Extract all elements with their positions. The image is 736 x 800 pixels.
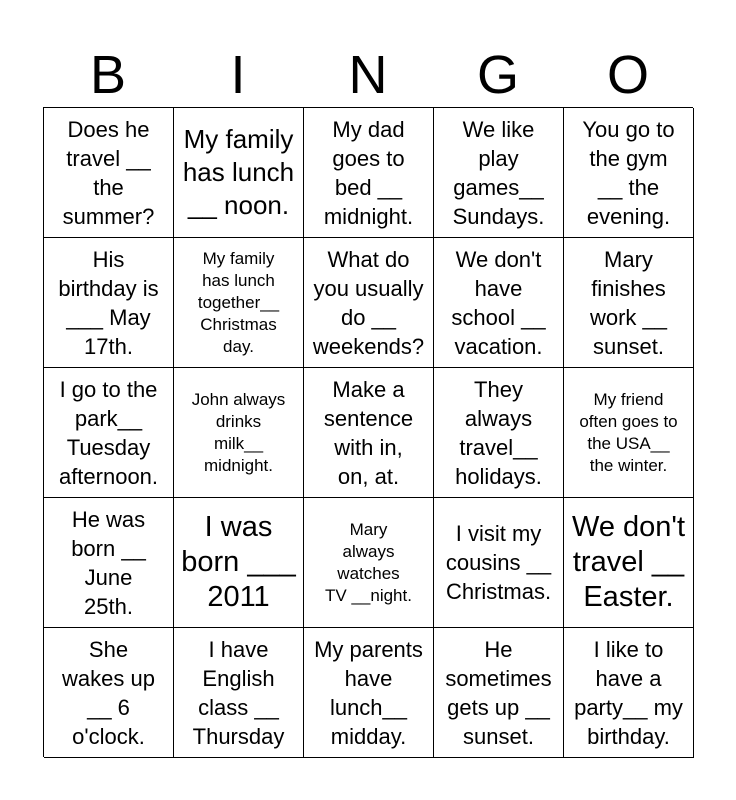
header-letter-n: N bbox=[348, 45, 388, 105]
bingo-cell: Make a sentence with in, on, at. bbox=[304, 368, 434, 498]
bingo-cell: I was born ___ 2011 bbox=[174, 498, 304, 628]
bingo-cell: I have English class __ Thursday bbox=[174, 628, 304, 758]
header-letter-i: I bbox=[230, 45, 246, 105]
bingo-cell: My dad goes to bed __ midnight. bbox=[304, 108, 434, 238]
bingo-grid bbox=[43, 107, 693, 757]
bingo-cell: I visit my cousins __ Christmas. bbox=[434, 498, 564, 628]
bingo-cell: I like to have a party__ my birthday. bbox=[564, 628, 694, 758]
bingo-cell: I go to the park__ Tuesday afternoon. bbox=[44, 368, 174, 498]
bingo-cell: We don't have school __ vacation. bbox=[434, 238, 564, 368]
bingo-cell: What do you usually do __ weekends? bbox=[304, 238, 434, 368]
bingo-cell: My family has lunch __ noon. bbox=[174, 108, 304, 238]
bingo-cell: His birthday is ___ May 17th. bbox=[44, 238, 174, 368]
bingo-cell: She wakes up __ 6 o'clock. bbox=[44, 628, 174, 758]
bingo-header bbox=[43, 44, 693, 106]
bingo-cell: You go to the gym __ the evening. bbox=[564, 108, 694, 238]
bingo-cell: He was born __ June 25th. bbox=[44, 498, 174, 628]
bingo-cell: My family has lunch together__ Christmas day. bbox=[174, 238, 304, 368]
header-letter-g: G bbox=[476, 45, 519, 105]
bingo-cell: They always travel__ holidays. bbox=[434, 368, 564, 498]
header-letter-b: B bbox=[89, 45, 127, 105]
bingo-cell: My parents have lunch__ midday. bbox=[304, 628, 434, 758]
bingo-cell: John always drinks milk__ midnight. bbox=[174, 368, 304, 498]
bingo-cell: Does he travel __ the summer? bbox=[44, 108, 174, 238]
bingo-cell: We don't travel __ Easter. bbox=[564, 498, 694, 628]
bingo-cell: Mary always watches TV __night. bbox=[304, 498, 434, 628]
bingo-cell: We like play games__ Sundays. bbox=[434, 108, 564, 238]
bingo-cell: He sometimes gets up __ sunset. bbox=[434, 628, 564, 758]
header-letter-o: O bbox=[606, 45, 649, 105]
bingo-cell: My friend often goes to the USA__ the winter. bbox=[564, 368, 694, 498]
bingo-cell: Mary finishes work __ sunset. bbox=[564, 238, 694, 368]
